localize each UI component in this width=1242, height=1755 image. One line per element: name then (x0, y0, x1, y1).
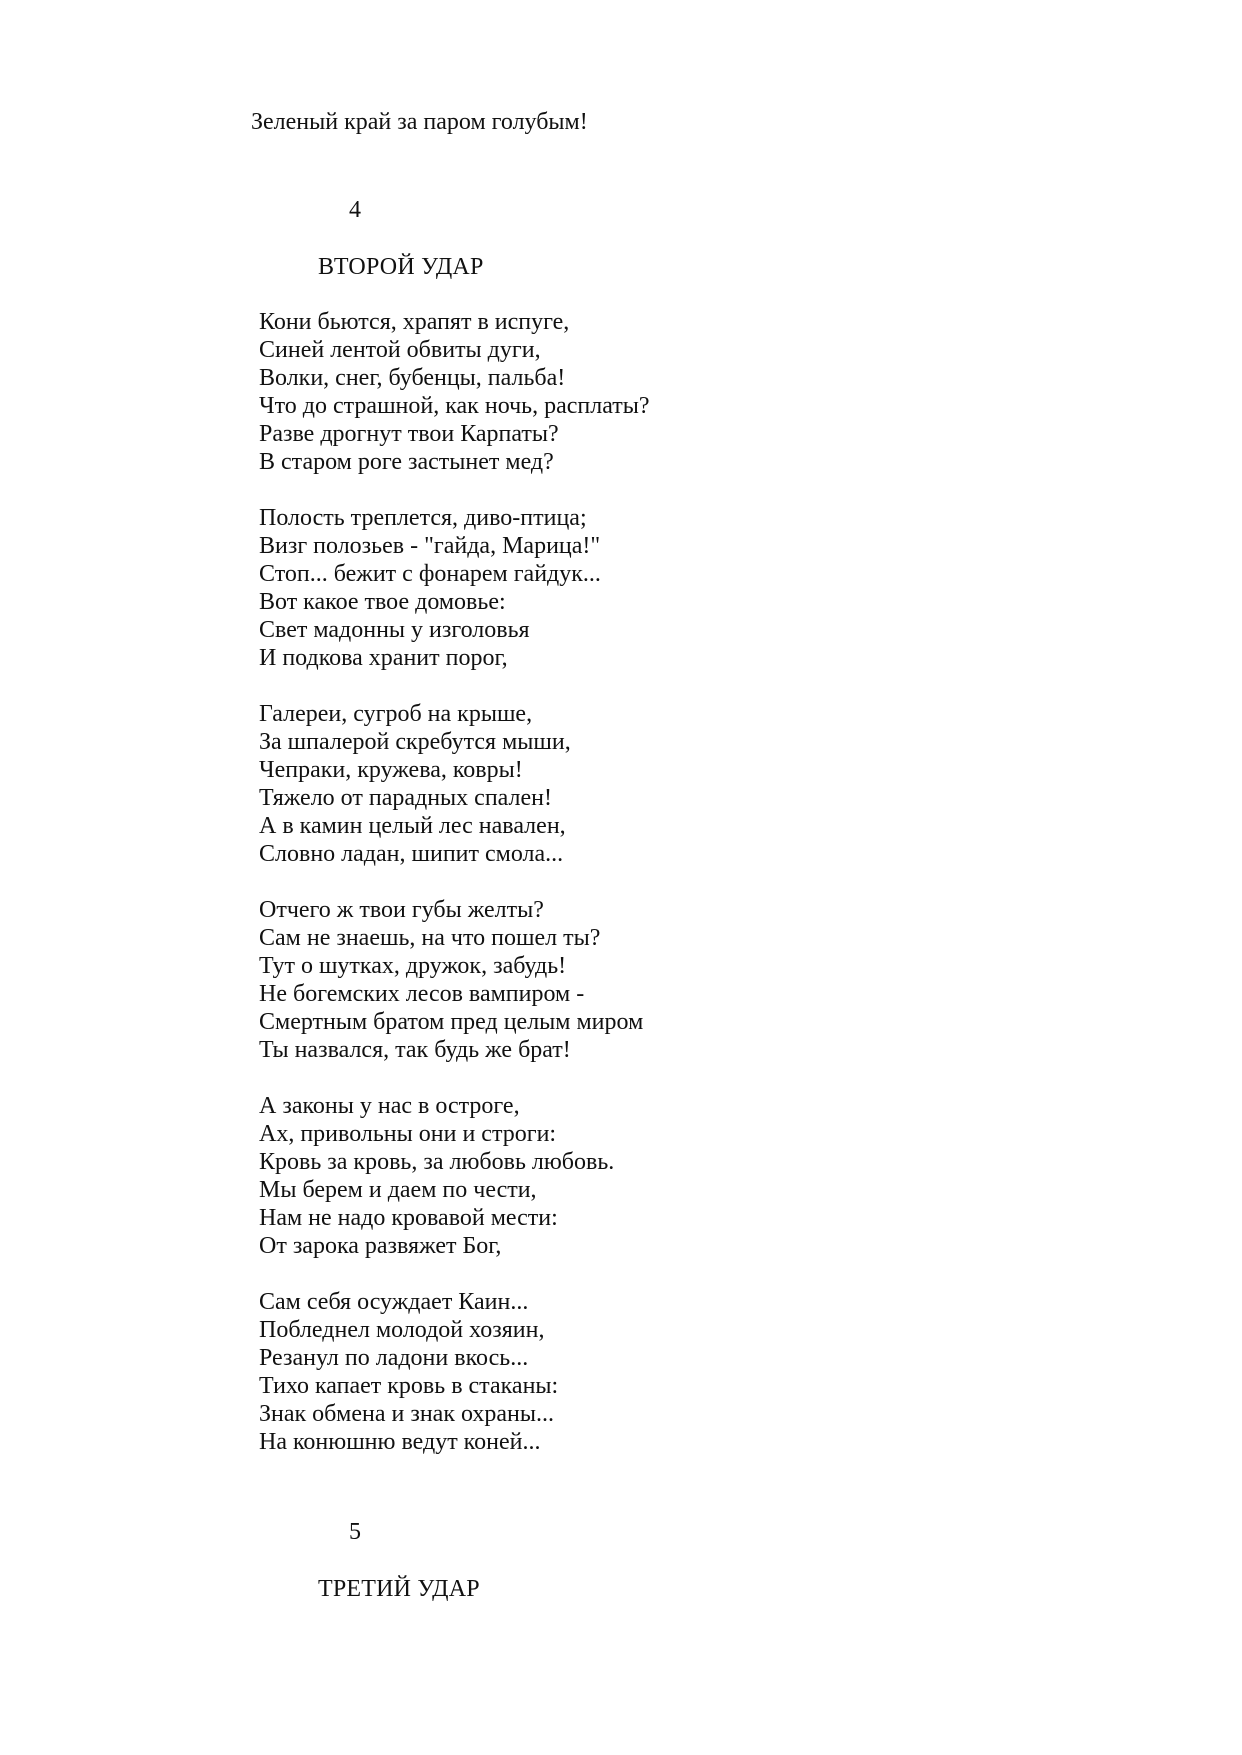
verse-line: Что до страшной, как ночь, расплаты? (259, 393, 650, 419)
verse-line: Отчего ж твои губы желты? (259, 897, 544, 923)
verse-line: Стоп... бежит с фонарем гайдук... (259, 561, 601, 587)
verse-line: Галереи, сугроб на крыше, (259, 701, 533, 727)
section-title: ТРЕТИЙ УДАР (318, 1576, 480, 1602)
verse-line: Нам не надо кровавой мести: (259, 1205, 558, 1231)
section-title: ВТОРОЙ УДАР (318, 254, 484, 280)
verse-line: Синей лентой обвиты дуги, (259, 337, 541, 363)
verse-line: И подкова хранит порог, (259, 645, 508, 671)
verse-line: Мы берем и даем по чести, (259, 1177, 537, 1203)
verse-line: За шпалерой скребутся мыши, (259, 729, 571, 755)
verse-line: Знак обмена и знак охраны... (259, 1401, 554, 1427)
verse-line: А законы у нас в остроге, (259, 1093, 520, 1119)
verse-line: На конюшню ведут коней... (259, 1429, 541, 1455)
verse-line: От зарока развяжет Бог, (259, 1233, 502, 1259)
verse-line: Словно ладан, шипит смола... (259, 841, 564, 867)
verse-line: Тихо капает кровь в стаканы: (259, 1373, 559, 1399)
intro-line: Зеленый край за паром голубым! (251, 109, 588, 135)
verse-line: А в камин целый лес навален, (259, 813, 566, 839)
verse-line: Кровь за кровь, за любовь любовь. (259, 1149, 615, 1175)
section-number: 5 (349, 1519, 361, 1545)
stanza (259, 1092, 819, 1260)
stanza (259, 1288, 819, 1456)
verse-line: Тут о шутках, дружок, забудь! (259, 953, 567, 979)
verse-line: Ах, привольны они и строги: (259, 1121, 557, 1147)
verse-line: Волки, снег, бубенцы, пальба! (259, 365, 566, 391)
poem (259, 308, 819, 1484)
verse-line: Разве дрогнут твои Карпаты? (259, 421, 559, 447)
verse-line: Побледнел молодой хозяин, (259, 1317, 545, 1343)
verse-line: Свет мадонны у изголовья (259, 617, 530, 643)
verse-line: Вот какое твое домовье: (259, 589, 506, 615)
verse-line: Резанул по ладони вкось... (259, 1345, 529, 1371)
verse-line: Чепраки, кружева, ковры! (259, 757, 523, 783)
verse-line: Ты назвался, так будь же брат! (259, 1037, 571, 1063)
verse-line: Не богемских лесов вампиром - (259, 981, 585, 1007)
stanza (259, 700, 819, 868)
stanza (259, 308, 819, 476)
verse-line: В старом роге застынет мед? (259, 449, 554, 475)
verse-line: Полость треплется, диво-птица; (259, 505, 587, 531)
verse-line: Сам не знаешь, на что пошел ты? (259, 925, 601, 951)
verse-line: Сам себя осуждает Каин... (259, 1289, 529, 1315)
verse-line: Визг полозьев - "гайда, Марица!" (259, 533, 601, 559)
stanza (259, 896, 819, 1064)
stanza (259, 504, 819, 672)
verse-line: Смертным братом пред целым миром (259, 1009, 644, 1035)
section-number: 4 (349, 197, 361, 223)
verse-line: Кони бьются, храпят в испуге, (259, 309, 570, 335)
verse-line: Тяжело от парадных спален! (259, 785, 553, 811)
